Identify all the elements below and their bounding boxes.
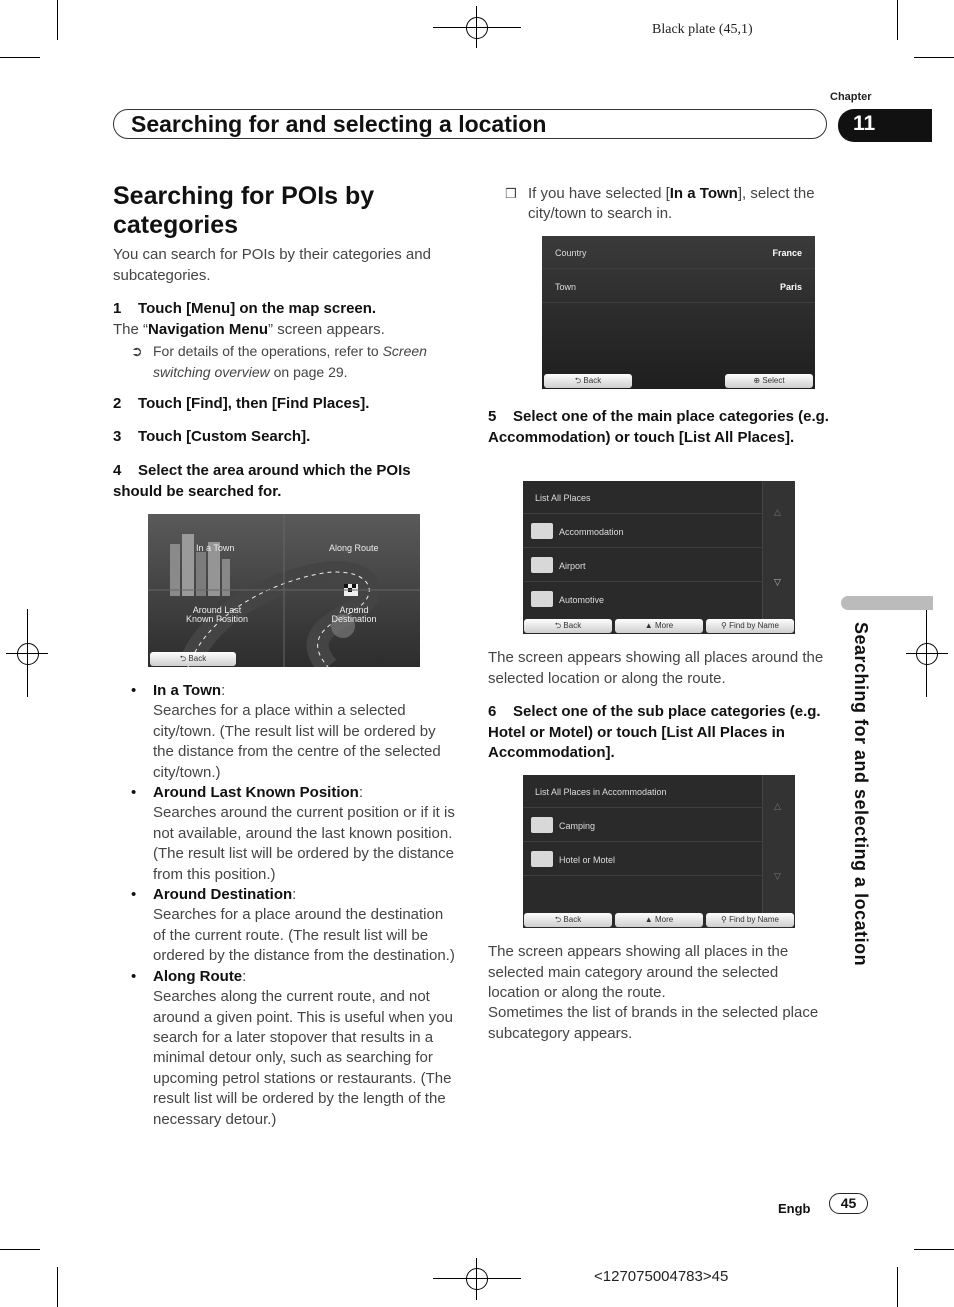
text-fragment: Navigation Menu	[148, 321, 269, 338]
text-fragment: ], select the city/town to search in.	[528, 185, 815, 223]
text-fragment: The “	[113, 321, 149, 338]
scroll-up-icon[interactable]: △	[774, 801, 781, 811]
folder-icon	[531, 817, 553, 833]
crop-mark	[914, 1249, 954, 1250]
language-code: Engb	[778, 1201, 811, 1216]
country-label: Country	[555, 248, 587, 258]
list-item[interactable]	[523, 809, 763, 842]
scrollbar[interactable]	[762, 775, 795, 913]
scroll-up-icon[interactable]: △	[774, 507, 781, 517]
list-item[interactable]	[523, 583, 763, 616]
town-label: Town	[555, 282, 577, 292]
step-number: 1	[113, 300, 122, 317]
category-label: Automotive	[559, 595, 605, 605]
folder-icon	[531, 851, 553, 867]
town-row[interactable]	[542, 270, 815, 303]
more-icon: ▲	[644, 621, 653, 630]
step-4	[113, 461, 453, 502]
step-6-result: The screen appears showing all places in the selected main category around the selected location or along the route.	[488, 943, 789, 1001]
back-label: Back	[563, 621, 582, 630]
more-icon: ▲	[644, 915, 653, 924]
step-1-result	[113, 320, 453, 341]
brands-note: Sometimes the list of brands in the selected place subcategory appears.	[488, 1004, 819, 1042]
search-icon: ⚲	[721, 915, 727, 924]
more-label: More	[654, 915, 674, 924]
registration-mark	[476, 1258, 477, 1300]
registration-mark	[476, 6, 477, 48]
back-button[interactable]	[524, 913, 612, 927]
print-code: <127075004783>45	[594, 1268, 729, 1285]
town-select-screenshot	[542, 236, 815, 389]
back-icon: ⮌	[179, 654, 187, 663]
side-tab	[841, 596, 933, 610]
bullet-dot: •	[131, 886, 137, 904]
find-label: Find by Name	[729, 621, 779, 630]
subcategory-label: Hotel or Motel	[559, 855, 616, 865]
step-3	[113, 427, 453, 448]
back-button[interactable]	[544, 374, 632, 388]
back-icon: ⮌	[574, 376, 582, 385]
around-destination-option[interactable]: Around Destination	[331, 605, 377, 624]
bullet-list	[131, 681, 456, 1130]
step-6	[488, 702, 833, 764]
bullet-item: • Along Route: Searches along the current route, and not around a given point. This is useful when you search for a later stopover that results in a minimal detour only, such as searching for upcoming petrol stations or restaurants. (The result list will be ordered by the length of the necessary detour.)	[131, 967, 456, 1130]
crop-mark	[0, 1249, 40, 1250]
folder-icon	[531, 523, 553, 539]
bullet-dot: •	[131, 784, 137, 802]
back-button[interactable]	[524, 619, 612, 633]
intro-text: You can search for POIs by their categories and subcategories.	[113, 246, 431, 284]
find-by-name-button[interactable]	[706, 619, 794, 633]
town-value: Paris	[779, 282, 802, 292]
bullet-dot: •	[131, 682, 137, 699]
step-number: 5	[488, 408, 497, 425]
step-text: Touch [Menu] on the map screen.	[138, 300, 377, 317]
text-fragment: ” screen appears.	[268, 321, 385, 338]
plate-label: Black plate (45,1)	[652, 22, 753, 37]
bullet-item: • Around Last Known Position: Searches around the current position or if it is not available, around the last known position. (The result list will be ordered by the distance from this position.)	[131, 783, 456, 885]
crop-mark	[897, 0, 898, 40]
registration-mark	[17, 643, 39, 665]
back-icon: ⮌	[554, 915, 562, 924]
step-5	[488, 407, 833, 448]
text-fragment: on page 29.	[269, 363, 348, 380]
bullet-body: Searches for a place around the destination of the current route. (The result list will be ordered by the distance from the destination.)	[153, 906, 455, 965]
registration-mark	[906, 653, 948, 654]
select-label: Select	[762, 376, 785, 385]
back-icon: ⮌	[554, 621, 562, 630]
crop-mark	[57, 0, 58, 40]
registration-mark	[916, 643, 938, 665]
category-label: Accommodation	[559, 527, 624, 537]
chapter-title: Searching for and selecting a location	[131, 111, 547, 137]
road-illustration	[148, 514, 420, 667]
step-number: 3	[113, 428, 122, 445]
more-button[interactable]	[615, 619, 703, 633]
registration-mark	[433, 1278, 521, 1279]
step-5-result: The screen appears showing all places around the selected location or along the route.	[488, 649, 824, 687]
registration-mark	[466, 1268, 488, 1290]
area-select-screenshot	[148, 514, 420, 667]
checkbox-icon: ❒	[505, 186, 517, 201]
subcategory-label: Camping	[559, 821, 596, 831]
text-fragment: For details of the operations, refer to	[153, 343, 383, 359]
airplane-icon	[531, 557, 553, 573]
step-2	[113, 394, 453, 415]
registration-mark	[27, 609, 28, 697]
scrollbar[interactable]	[762, 481, 795, 619]
crosshair-icon: ⊕	[753, 376, 761, 385]
registration-mark	[926, 609, 927, 697]
bullet-item: • Around Destination: Searches for a place around the destination of the current route. (The result list will be ordered by the distance from the destination.)	[131, 885, 456, 967]
find-by-name-button[interactable]	[706, 913, 794, 927]
crop-mark	[57, 1267, 58, 1307]
bullet-title: In a Town	[153, 682, 222, 699]
list-item[interactable]	[523, 843, 763, 876]
list-title: List All Places in Accommodation	[535, 787, 667, 797]
list-item[interactable]	[523, 515, 763, 548]
page-number: 45	[829, 1193, 868, 1214]
step-number: 6	[488, 703, 497, 720]
step-text: Select one of the main place categories (e.g. Accommodation) or touch [List All Places].	[488, 408, 829, 446]
country-value: France	[772, 248, 802, 258]
categories-screenshot	[523, 481, 795, 634]
select-button[interactable]	[725, 374, 813, 388]
text-fragment: In a Town	[669, 185, 738, 202]
arrow-icon: ➲	[131, 343, 143, 359]
scroll-down-icon[interactable]: ▽	[774, 871, 781, 881]
step-text: Touch [Custom Search].	[138, 428, 311, 445]
chapter-number: 11	[853, 112, 876, 135]
back-label: Back	[563, 915, 582, 924]
step-text: Select the area around which the POIs should be searched for.	[113, 462, 411, 500]
section-heading: Searching for POIs by categories	[113, 182, 375, 239]
search-icon: ⚲	[721, 621, 727, 630]
more-button[interactable]	[615, 913, 703, 927]
crop-mark	[0, 57, 40, 58]
bullet-body: Searches along the current route, and not around a given point. This is useful when you search for a later stopover that results in a minimal detour only, such as searching for upcoming petrol stations or restaurants. (The result list will be ordered by the length of the necessary detour.)	[153, 988, 453, 1128]
step-number: 4	[113, 462, 122, 479]
car-icon	[531, 591, 553, 607]
bullet-title: Around Last Known Position	[153, 784, 359, 802]
subcategories-screenshot	[523, 775, 795, 928]
bullet-body: Searches for a place within a selected city/town. (The result list will be ordered by the distance from the centre of the selected city/town.)	[153, 702, 441, 781]
crop-mark	[914, 57, 954, 58]
more-label: More	[654, 621, 674, 630]
step-1-note	[131, 341, 451, 382]
back-label: Back	[583, 376, 602, 385]
find-label: Find by Name	[729, 915, 779, 924]
around-last-position-option[interactable]: Around Last Known Position	[185, 605, 249, 624]
bullet-body: Searches around the current position or if it is not available, around the last known position. (The result list will be ordered by the distance from this position.)	[153, 804, 455, 883]
step-text: Touch [Find], then [Find Places].	[138, 395, 370, 412]
in-a-town-option[interactable]: In a Town	[196, 543, 235, 553]
bullet-title: Along Route	[153, 967, 243, 985]
back-label: Back	[188, 654, 207, 663]
along-route-option[interactable]: Along Route	[329, 543, 379, 553]
step-1	[113, 299, 453, 320]
text-fragment: If you have selected [	[528, 185, 670, 202]
list-title: List All Places	[535, 493, 591, 503]
scroll-down-icon[interactable]: ▽	[774, 577, 781, 587]
bullet-dot: •	[131, 967, 137, 985]
country-row[interactable]	[542, 236, 815, 269]
bullet-item: • In a Town: Searches for a place within a selected city/town. (The result list will be ordered by the distance from the centre of the selected city/town.)	[131, 681, 456, 783]
registration-mark	[433, 27, 521, 28]
back-button[interactable]	[150, 652, 236, 666]
step-text: Select one of the sub place categories (e.g. Hotel or Motel) or touch [List All Places in Accommodation].	[488, 703, 821, 761]
side-tab-label: Searching for and selecting a location	[851, 622, 871, 967]
step-number: 2	[113, 395, 122, 412]
registration-mark	[466, 17, 488, 39]
page-link[interactable]: Screen switching overview	[153, 343, 427, 380]
list-header	[523, 775, 763, 808]
crop-mark	[897, 1267, 898, 1307]
town-note	[505, 184, 830, 225]
list-item[interactable]	[523, 549, 763, 582]
bullet-title: Around Destination	[153, 886, 293, 904]
category-label: Airport	[559, 561, 586, 571]
list-header	[523, 481, 763, 514]
chapter-label: Chapter	[830, 91, 872, 103]
